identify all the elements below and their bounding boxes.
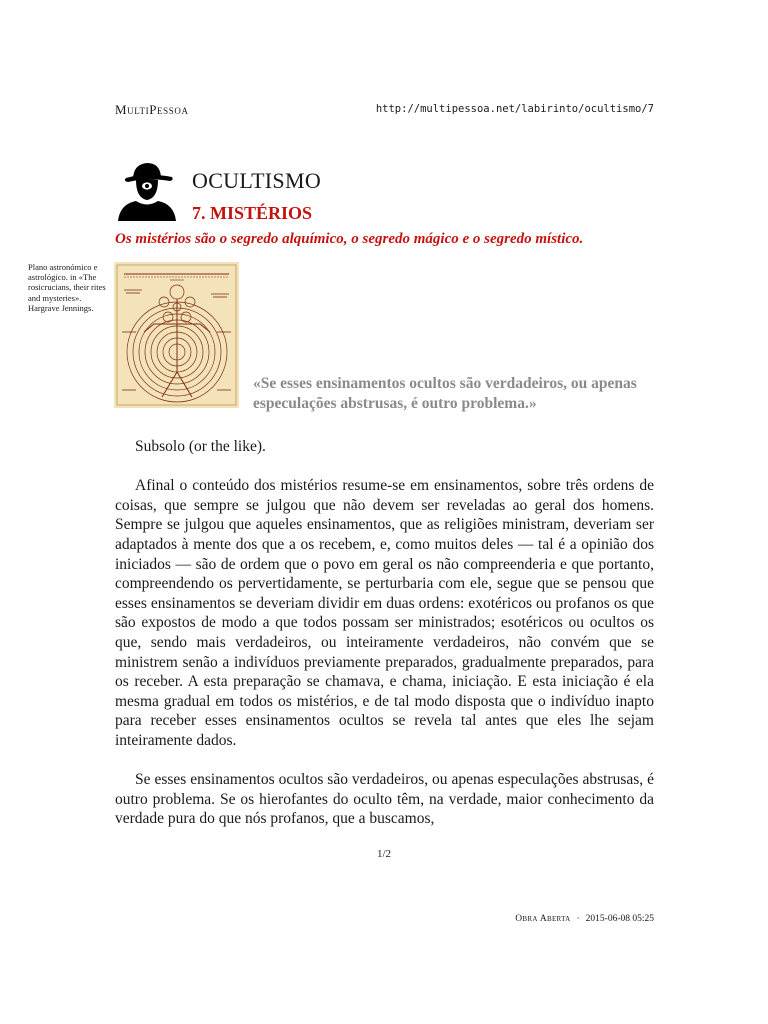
page-title: OCULTISMO bbox=[192, 168, 322, 193]
figure-caption: Plano astronómico e astrológico. in «The rosicrucians, their rites and mysteries». Hargrave Jennings. bbox=[28, 262, 106, 313]
footer-source: Obra Aberta bbox=[515, 914, 571, 924]
paragraph: Afinal o conteúdo dos mistérios resume-se em ensinamentos, sobre três ordens de coisas, que sempre se julgou que não devem ser reveladas ao geral dos homens. Sempre se julgou que aqueles ensinamentos, que as religiões ministram, deveriam ser adaptados à mente dos que a os recebem, e, como muitos deles — tal é a opinião dos iniciados — são de ordem que o povo em geral os não compreenderia e que portanto, compreendendo os pervertidamente, se perturbaria com ele, segue que se pensou que esses ensinamentos se deveriam dividir em duas ordens: exotéricos ou profanos os que são expostos de modo a que todos possam ser ministrados; esotéricos ou ocultos os que, sendo mais verdadeiros, ou inteiramente verdadeiros, não convém que se ministrem senão a indivíduos previamente preparados, gradualmente preparados, para os receber. A esta preparação se chamava, e chama, iniciação. E esta iniciação é ela mesma gradual em todos os mistérios, e de tal modo disposta que o indivíduo inapto para receber esses ensinamentos ocultos se revela tal antes que eles lhe sejam inteiramente dados. bbox=[115, 477, 654, 749]
site-name[interactable]: MultiPessoa bbox=[115, 102, 189, 117]
page-number: 1/2 bbox=[376, 848, 392, 860]
section-subtitle: Os mistérios são o segredo alquímico, o segredo mágico e o segredo místico. bbox=[115, 231, 584, 247]
pull-quote: «Se esses ensinamentos ocultos são verdadeiros, ou apenas especulações abstrusas, é outro problema.» bbox=[253, 375, 637, 412]
astrological-plan-image bbox=[114, 262, 239, 408]
page-header bbox=[115, 102, 654, 122]
paragraph: Se esses ensinamentos ocultos são verdadeiros, ou apenas especulações abstrusas, é outro problema. Se os hierofantes do oculto têm, na verdade, maior conhecimento da verdade pura do que nós profanos, que a buscamos, bbox=[115, 771, 654, 828]
paragraph: Subsolo (or the like). bbox=[135, 438, 266, 455]
article-body bbox=[115, 437, 654, 848]
page-footer bbox=[515, 914, 654, 924]
footer-timestamp: 2015-06-08 05:25 bbox=[585, 914, 654, 924]
page-url-link[interactable]: http://multipessoa.net/labirinto/ocultismo/7 bbox=[375, 103, 654, 115]
section-title: 7. MISTÉRIOS bbox=[192, 203, 313, 223]
footer-separator: · bbox=[576, 914, 580, 924]
hat-man-eye-icon bbox=[114, 158, 180, 222]
